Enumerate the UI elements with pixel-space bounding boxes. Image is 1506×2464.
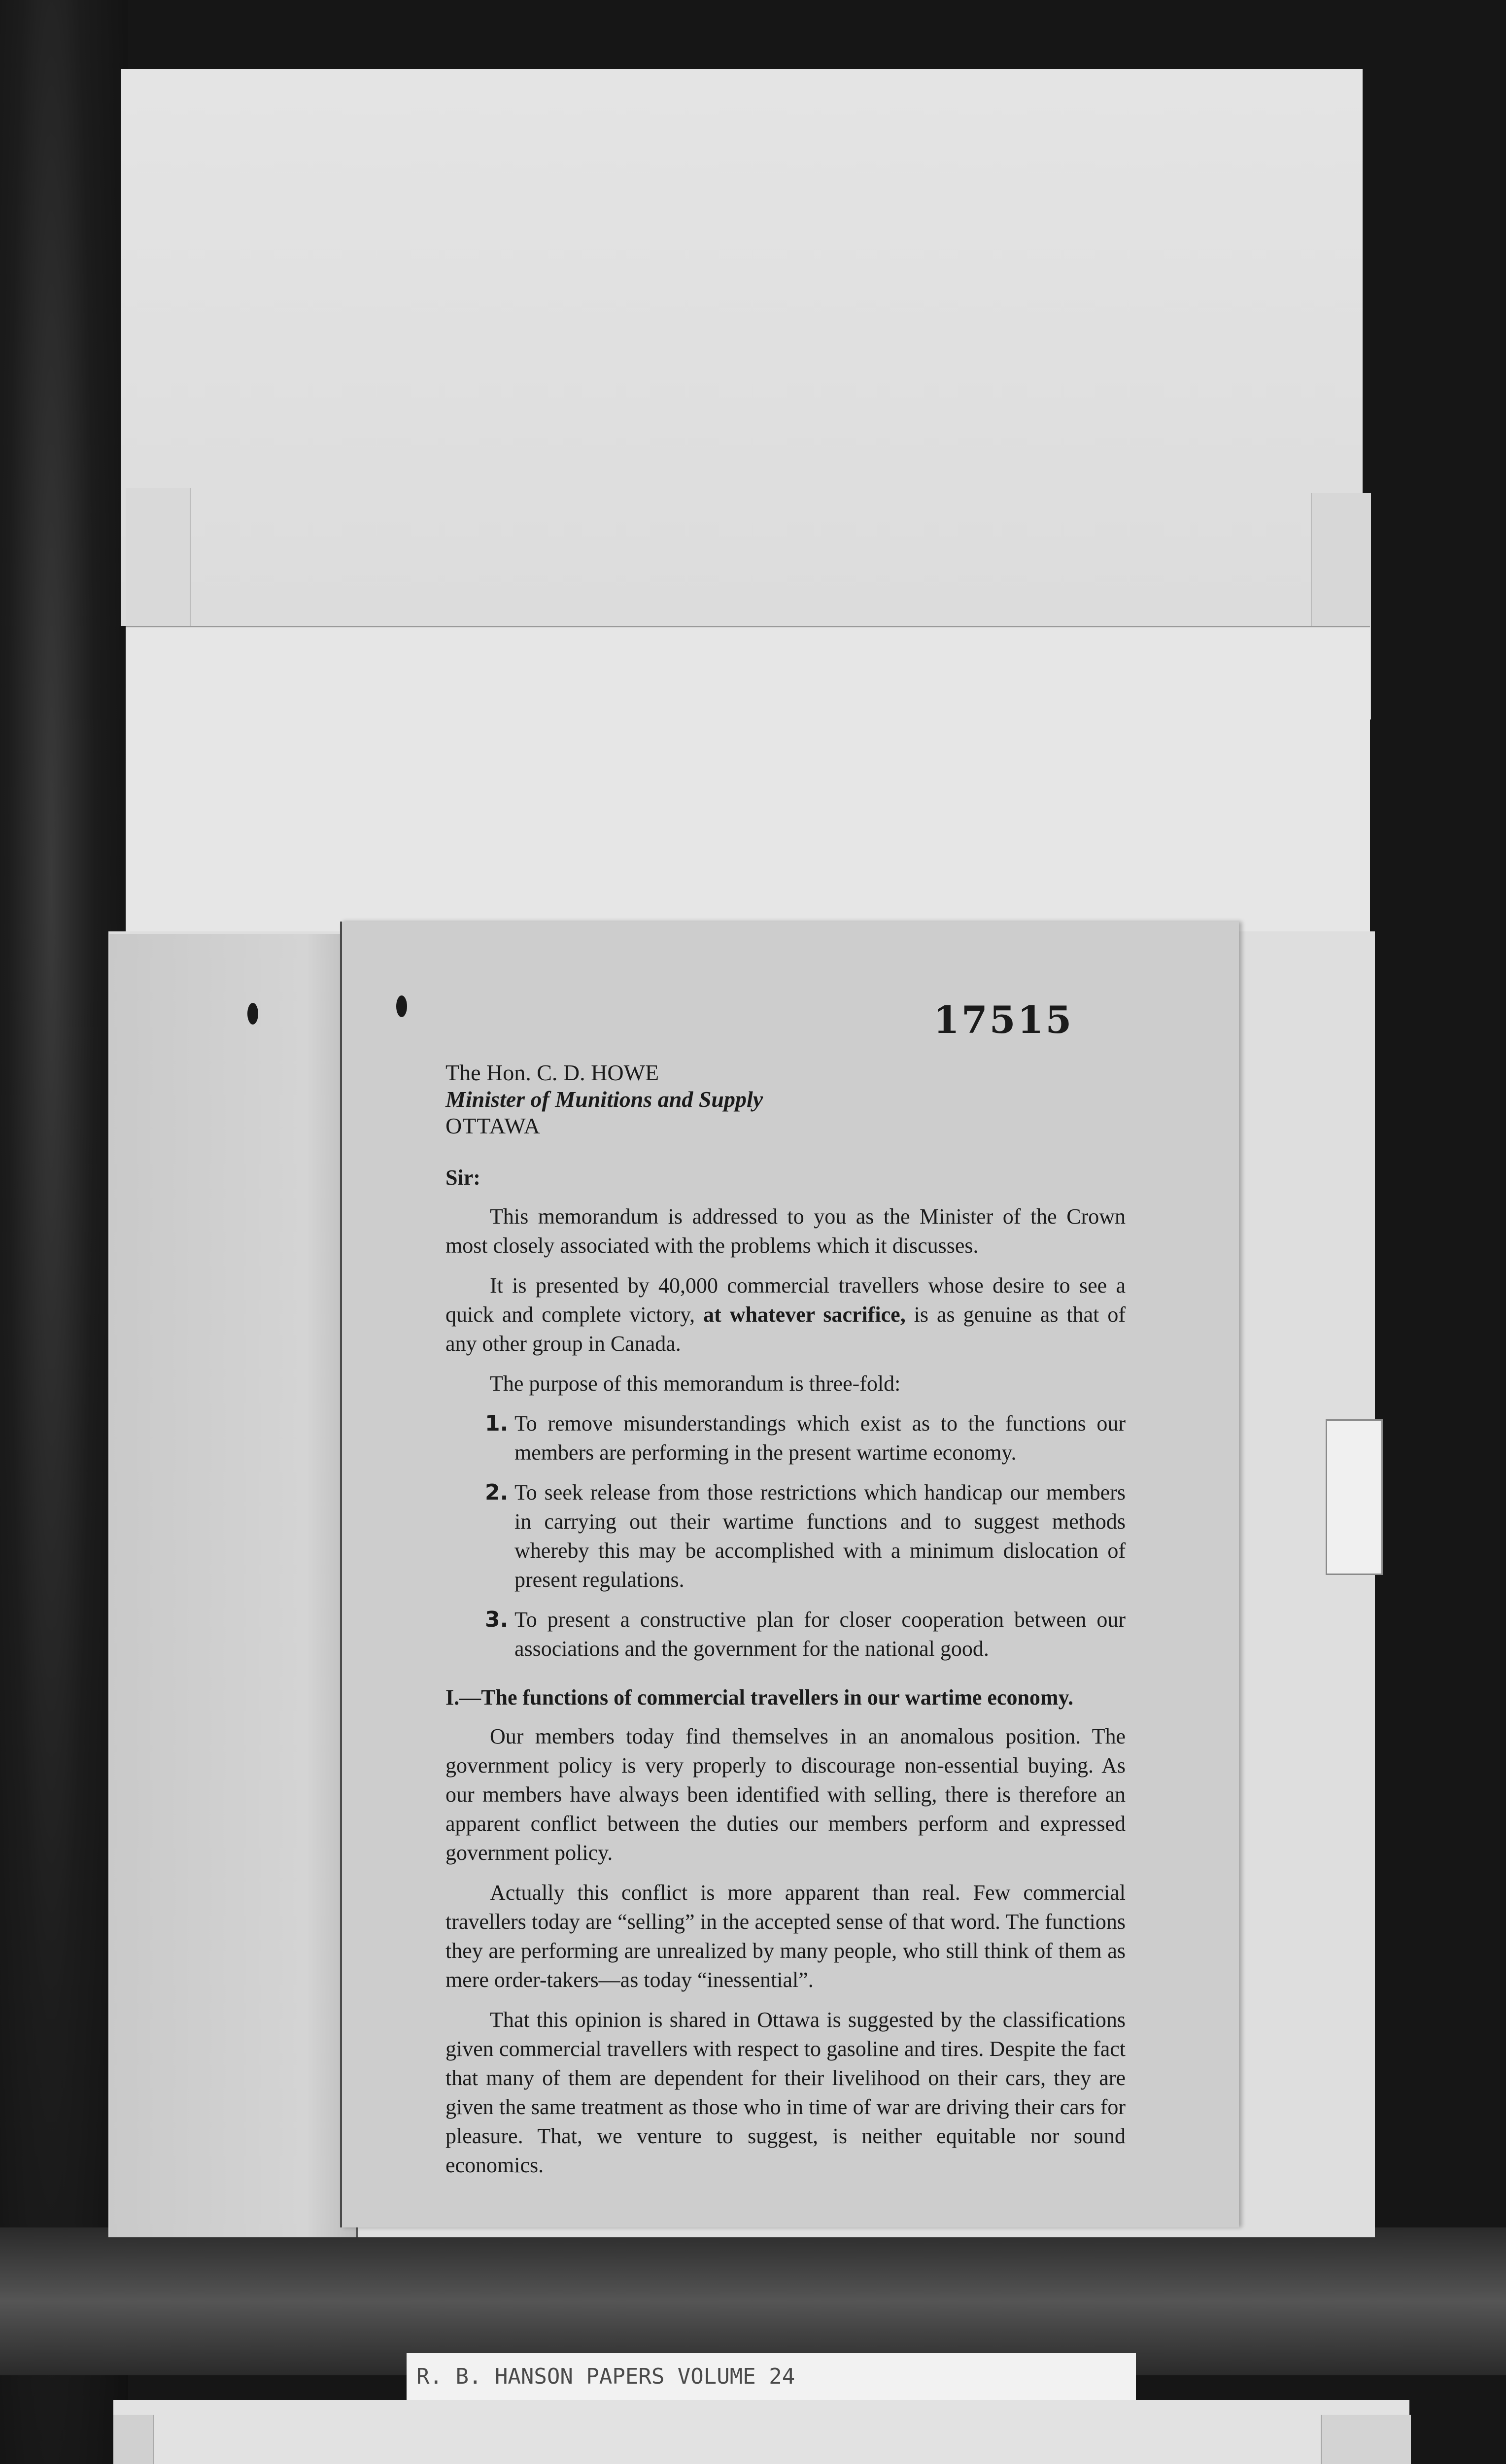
right-paper-clip	[1326, 1419, 1383, 1575]
list-item	[445, 1478, 1126, 1594]
archives-stamp-card	[113, 2400, 1409, 2464]
paragraph-text: is as genuine as that of any other group in Canada.	[445, 1302, 1126, 1356]
document-number: 17515	[933, 998, 1074, 1042]
paragraph: Our members today find themselves in an anomalous position. The government policy is very properly to discourage non-essential buying. As our members have always been identified with selling, there is therefore an apparent conflict between the duties our members perform and expressed government policy.	[445, 1724, 1126, 1865]
paragraph: That this opinion is shared in Ottawa is suggested by the classifications given commercial travellers with respect to gasoline and tires. Despite the fact that many of them are dependent for their livelihood on their cars, they are given the same treatment as those who in time of war are driving their cars for pleasure. That, we venture to suggest, is neither equitable nor sound economics.	[445, 2008, 1126, 2177]
list-number: 1.	[485, 1411, 509, 1436]
recipient-name: The Hon. C. D. HOWE	[445, 1060, 659, 1085]
punch-hole	[396, 995, 407, 1017]
paragraph	[445, 1271, 1126, 1358]
paragraph-emphasis: at whatever sacrifice,	[703, 1302, 906, 1327]
list-item	[445, 1409, 1126, 1467]
section-heading: I.—The functions of commercial travellers in our wartime economy.	[445, 1685, 1074, 1710]
recipient-address	[445, 1060, 763, 1139]
list-item	[445, 1605, 1126, 1663]
punch-hole	[247, 1003, 258, 1025]
memorandum-page	[340, 922, 1239, 2227]
paragraph-text: It is presented by 40,000 commercial travellers whose desire to see a quick and complete victory,	[445, 1273, 1126, 1327]
list-number: 2.	[485, 1480, 509, 1505]
top-blank-sheet	[121, 69, 1363, 626]
paragraph: Actually this conflict is more apparent than real. Few commercial travellers today are “selling” in the accepted sense of that word. The functions they are performing are unrealized by many people, who still think of them as mere order-takers—as today “inessential”.	[445, 1881, 1126, 1992]
stamp-card-edge	[113, 2415, 154, 2464]
recipient-title: Minister of Munitions and Supply	[445, 1087, 763, 1112]
purpose-list	[445, 1409, 1126, 1663]
folded-sheet-strip	[126, 626, 1370, 933]
paragraph: This memorandum is addressed to you as the Minister of the Crown most closely associated with the problems which it discusses.	[445, 1204, 1126, 1258]
list-number: 3.	[485, 1607, 509, 1632]
stamp-card-edge	[1321, 2415, 1411, 2464]
collection-label: R. B. HANSON PAPERS VOLUME 24	[407, 2353, 1136, 2400]
recipient-city: OTTAWA	[445, 1113, 541, 1138]
salutation: Sir:	[445, 1165, 480, 1190]
list-text: To present a constructive plan for closer cooperation between our associations and the government for the national good.	[514, 1608, 1126, 1661]
list-text: To seek release from those restrictions which handicap our members in carrying out their wartime functions and to suggest methods whereby this may be accomplished with a minimum dislocation of present regulations.	[514, 1480, 1126, 1592]
paragraph: The purpose of this memorandum is three-fold:	[490, 1371, 901, 1396]
left-page-flap	[109, 934, 358, 2237]
memorandum-body	[445, 1163, 1126, 2190]
list-text: To remove misunderstandings which exist as to the functions our members are performing in the present wartime economy.	[514, 1411, 1126, 1465]
